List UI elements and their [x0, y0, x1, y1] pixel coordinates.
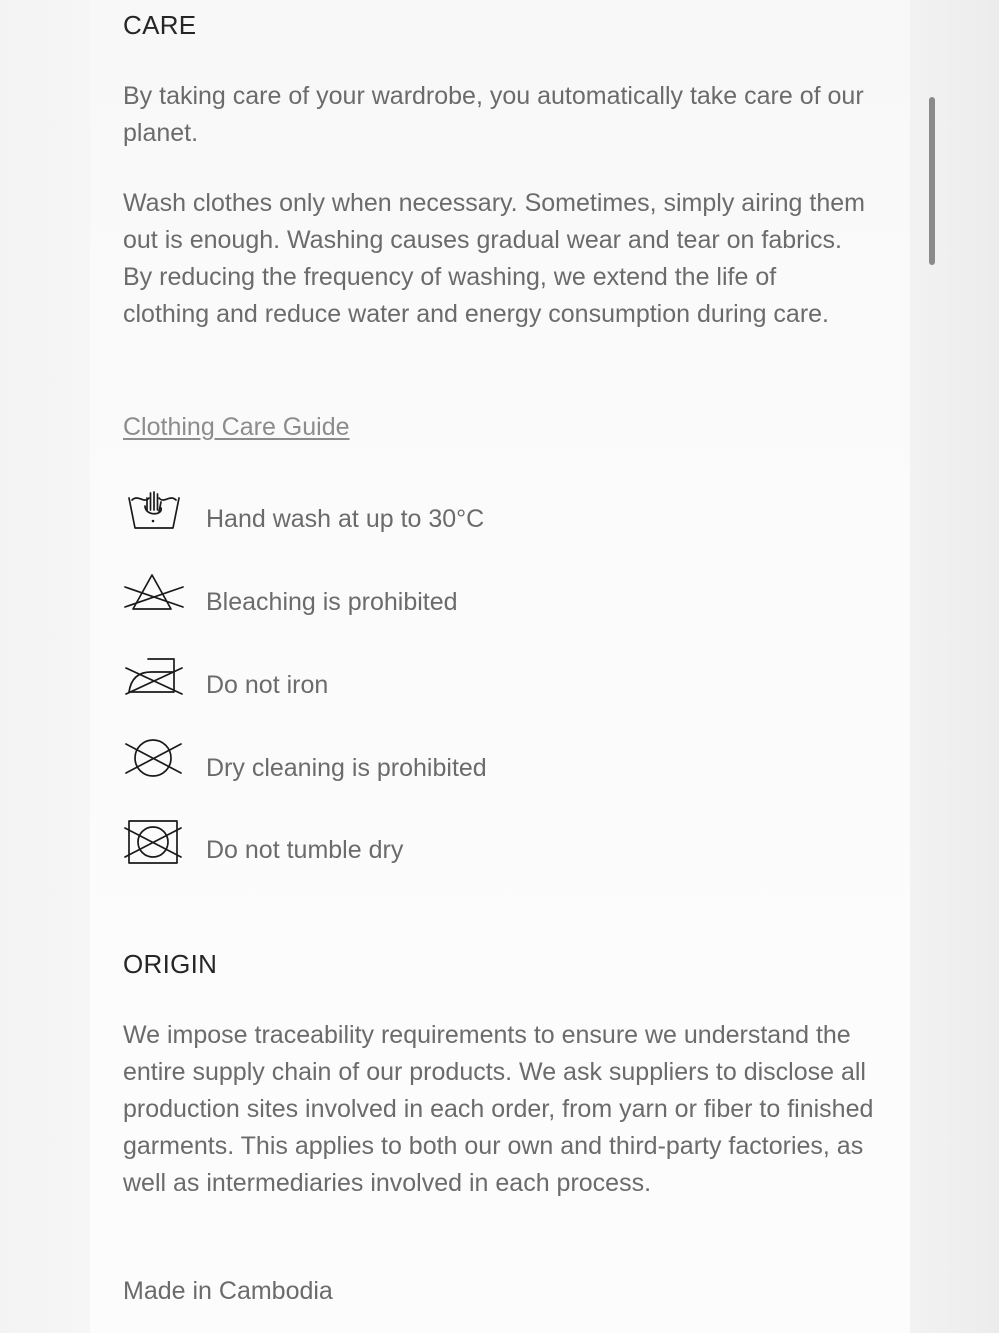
no-iron-icon [123, 654, 185, 706]
no-bleach-icon [123, 571, 185, 623]
no-tumble-dry-icon [123, 819, 185, 871]
care-instruction-label: Bleaching is prohibited [206, 588, 458, 616]
care-instruction-no-bleach [123, 571, 883, 631]
origin-section-title: ORIGIN [123, 949, 218, 979]
hand-wash-icon [123, 488, 185, 540]
care-section-title: CARE [123, 10, 197, 40]
clothing-care-guide-link[interactable]: Clothing Care Guide [123, 413, 350, 441]
origin-made-in-text: Made in Cambodia [123, 1277, 333, 1305]
care-instruction-hand-wash [123, 488, 883, 548]
care-instruction-label: Do not iron [206, 671, 329, 699]
care-instruction-label: Hand wash at up to 30°C [206, 505, 485, 533]
care-instruction-no-iron [123, 654, 883, 714]
care-intro-text: By taking care of your wardrobe, you automatically take care of our planet. [123, 82, 864, 147]
care-instruction-label: Dry cleaning is prohibited [206, 754, 487, 782]
care-instruction-no-dry-clean [123, 737, 883, 797]
no-dry-clean-icon [123, 737, 185, 789]
care-instruction-label: Do not tumble dry [206, 836, 404, 864]
care-instruction-no-tumble-dry [123, 819, 883, 879]
scrollbar-thumb[interactable] [929, 97, 935, 265]
origin-traceability-text: We impose traceability requirements to ensure we understand the entire supply chain of our products. We ask suppliers to disclose all production sites involved in each order, from yarn or fiber to finished garments. This applies to both our own and third-party factories, as well as intermediaries involved in each process. [123, 1021, 874, 1197]
care-wash-advice-text: Wash clothes only when necessary. Sometimes, simply airing them out is enough. Washing causes gradual wear and tear on fabrics. By reducing the frequency of washing, we extend the life of clothing and reduce water and energy consumption during care. [123, 189, 865, 328]
